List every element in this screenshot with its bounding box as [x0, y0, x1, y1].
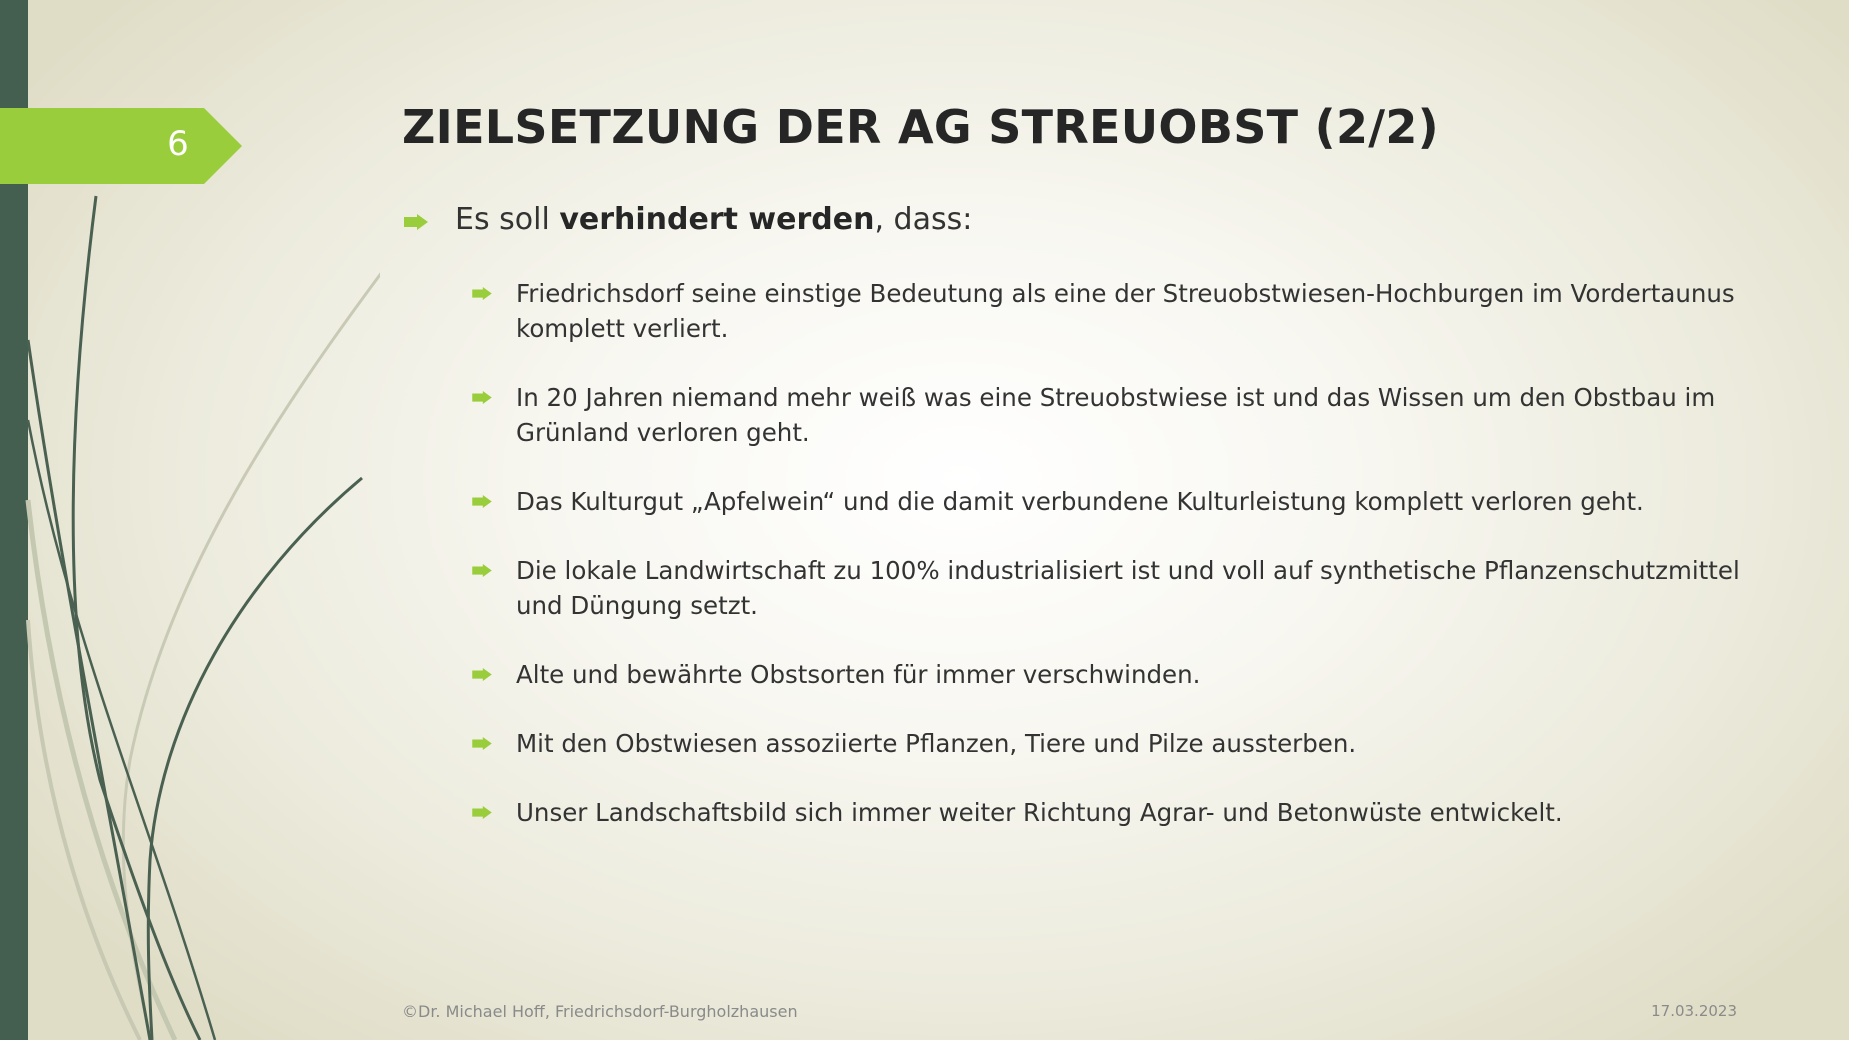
list-item: [472, 795, 1742, 830]
list-item: [472, 657, 1742, 692]
slide-number: 6: [167, 124, 189, 164]
footer-date: 17.03.2023: [1651, 1002, 1737, 1020]
arrow-bullet-icon: [404, 214, 428, 230]
list-item-text: Friedrichsdorf seine einstige Bedeutung als eine der Streuobstwiesen-Hochburgen im Vordertaunus komplett verliert.: [516, 279, 1735, 343]
list-item: [472, 484, 1742, 519]
list-item-text: Das Kulturgut „Apfelwein“ und die damit verbundene Kulturleistung komplett verloren geht.: [516, 487, 1644, 516]
intro-line: [455, 202, 972, 237]
list-item-text: In 20 Jahren niemand mehr weiß was eine Streuobstwiese ist und das Wissen um den Obstbau im Grünland verloren geht.: [516, 383, 1716, 447]
arrow-bullet-icon: [472, 564, 492, 577]
list-item: [472, 553, 1742, 623]
list-item-text: Die lokale Landwirtschaft zu 100% industrialisiert ist und voll auf synthetische Pflanzenschutzmittel und Düngung setzt.: [516, 556, 1740, 620]
arrow-bullet-icon: [472, 391, 492, 404]
bullet-list: [472, 276, 1742, 864]
arrow-bullet-icon: [472, 737, 492, 750]
list-item: [472, 726, 1742, 761]
arrow-bullet-icon: [472, 287, 492, 300]
intro-bold: verhindert werden: [559, 202, 875, 237]
intro-prefix: Es soll: [455, 202, 560, 237]
list-item: [472, 276, 1742, 346]
list-item-text: Mit den Obstwiesen assoziierte Pflanzen, Tiere und Pilze aussterben.: [516, 729, 1357, 758]
slide-number-tab: [0, 108, 242, 184]
arrow-bullet-icon: [472, 668, 492, 681]
list-item-text: Unser Landschaftsbild sich immer weiter Richtung Agrar- und Betonwüste entwickelt.: [516, 798, 1563, 827]
slide-title: ZIELSETZUNG DER AG STREUOBST (2/2): [402, 100, 1439, 154]
list-item-text: Alte und bewährte Obstsorten für immer verschwinden.: [516, 660, 1201, 689]
arrow-bullet-icon: [472, 495, 492, 508]
arrow-bullet-icon: [472, 806, 492, 819]
intro-suffix: , dass:: [874, 202, 973, 237]
list-item: [472, 380, 1742, 450]
footer-copyright: ©Dr. Michael Hoff, Friedrichsdorf-Burgholzhausen: [402, 1002, 798, 1021]
